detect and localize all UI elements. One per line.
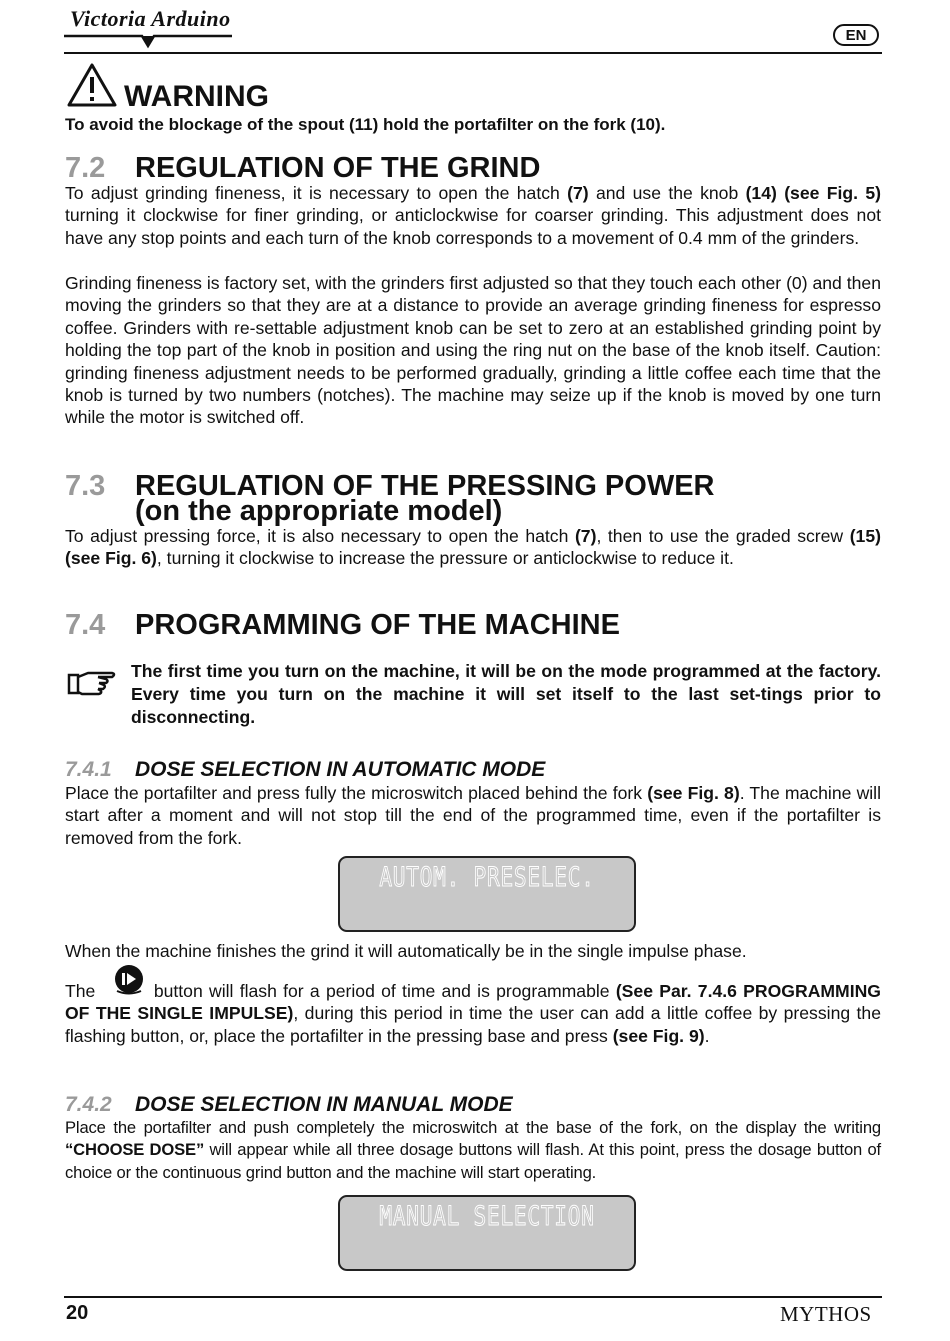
section-7-2-heading bbox=[65, 154, 540, 182]
lcd-display-auto bbox=[338, 856, 636, 932]
section-7-4-2-paragraph bbox=[65, 1117, 881, 1184]
section-number: 7.4 bbox=[65, 609, 106, 641]
warning-text: To avoid the blockage of the spout (11) hold the portafilter on the fork (10). bbox=[65, 115, 666, 134]
text-run: To adjust pressing force, it is also necessary to open the hatch bbox=[65, 526, 575, 546]
text-run: button will flash for a period of time and is programmable bbox=[147, 981, 616, 1001]
pointing-hand-icon bbox=[66, 666, 118, 698]
text-run-bold: (7) bbox=[567, 183, 589, 203]
section-7-4-1-heading bbox=[65, 758, 545, 782]
text-run-bold: (See Par. 7.4.6 PROGRAMMING OF THE SINGLE IMPULSE) bbox=[65, 981, 881, 1024]
text-run: and use the knob bbox=[588, 183, 746, 203]
text-run: Place the portafilter and press fully the microswitch placed behind the fork bbox=[65, 783, 648, 803]
section-number: 7.4.1 bbox=[65, 758, 112, 781]
text-run: turning it clockwise for finer grinding, or anticlockwise for coarser grinding. This adjustment does not have any stop points and each turn of the knob corresponds to a movement of 0.4 mm of the grinders. bbox=[65, 205, 881, 248]
page-number: 20 bbox=[66, 1302, 89, 1324]
text-run: , during this period in time the user can add a little coffee by pressing the flashing button, or, place the portafilter in the pressing base and press bbox=[65, 1003, 881, 1046]
text-run-bold: (see Fig. 8) bbox=[647, 783, 740, 803]
section-7-4-1-paragraph-1 bbox=[65, 782, 881, 849]
text-run: Place the portafilter and push completely the microswitch at the base of the fork, on the display the writing bbox=[65, 1118, 881, 1137]
section-7-3-paragraph bbox=[65, 525, 881, 570]
note-text: The first time you turn on the machine, it will be on the mode programmed at the factory. Every time you turn on the machine it will set itself to the last set-tings prior to disconnecting. bbox=[131, 661, 881, 727]
lcd-display-text: AUTOM. PRESELEC. bbox=[379, 862, 595, 893]
warning-triangle-icon bbox=[66, 62, 118, 108]
text-run: , then to use the graded screw bbox=[596, 526, 850, 546]
brand-name: Victoria Arduino bbox=[70, 6, 231, 31]
text-run: will appear while all three dosage buttons will flash. At this point, press the dosage button of choice or the continuous grind button and the machine will start operating. bbox=[65, 1140, 882, 1182]
logo-swoosh-icon bbox=[62, 30, 234, 54]
text-run-bold: (14) (see Fig. 5) bbox=[745, 183, 881, 203]
section-title: REGULATION OF THE GRIND bbox=[135, 152, 541, 184]
model-name: MYTHOS bbox=[780, 1302, 872, 1326]
lcd-display-text: MANUAL SELECTION bbox=[379, 1201, 595, 1232]
section-title: REGULATION OF THE PRESSING POWER bbox=[135, 470, 715, 502]
section-7-4-1-paragraph-3 bbox=[65, 980, 881, 1047]
language-badge: EN bbox=[833, 24, 879, 46]
section-title: DOSE SELECTION IN AUTOMATIC MODE bbox=[135, 758, 546, 781]
section-7-2-paragraph-2: Grinding fineness is factory set, with the grinders first adjusted so that they touch each other (0) and then moving the grinders so that they are at a distance to provide an average grinding fineness for espresso coffee. Grinders with re-settable adjustment knob can be set to zero at an established grinding point by holding the top part of the knob in position and using the ring nut on the base of the knob itself. Caution: grinding fineness adjustment needs to be performed gradually, grinding a little coffee each time that the knob is turned by two numbers (notches). The machine may seize up if the knob is moved by one turn while the motor is switched off. bbox=[65, 273, 881, 428]
lcd-display-manual bbox=[338, 1195, 636, 1271]
text-run: , turning it clockwise to increase the pressure or anticlockwise to reduce it. bbox=[156, 548, 734, 569]
text-run-bold: (see Fig. 9) bbox=[612, 1025, 705, 1046]
section-7-2-paragraph-1 bbox=[65, 182, 881, 249]
section-7-4-heading bbox=[65, 611, 620, 639]
brand-logo bbox=[62, 6, 234, 54]
text-run-bold: “CHOOSE DOSE” bbox=[65, 1140, 205, 1160]
section-number: 7.4.2 bbox=[65, 1093, 112, 1116]
section-number: 7.2 bbox=[65, 152, 106, 184]
text-run: To adjust grinding fineness, it is necessary to open the hatch bbox=[65, 183, 568, 203]
section-number: 7.3 bbox=[65, 470, 106, 502]
text-run: . bbox=[704, 1025, 710, 1046]
section-7-4-2-heading bbox=[65, 1093, 513, 1117]
footer-divider bbox=[64, 1296, 882, 1298]
header-divider bbox=[64, 52, 882, 54]
warning-title: WARNING bbox=[124, 80, 269, 113]
text-run-bold: (7) bbox=[574, 526, 597, 546]
text-run-bold: (15) (see Fig. 6) bbox=[65, 526, 881, 569]
section-7-4-1-paragraph-2: When the machine finishes the grind it will automatically be in the single impulse phase. bbox=[65, 941, 747, 961]
section-title: DOSE SELECTION IN MANUAL MODE bbox=[135, 1093, 513, 1116]
text-run: The bbox=[65, 981, 102, 1001]
text-run: . The machine will start after a moment and will not stop till the end of the programmed time, even if the portafilter is removed from the fork. bbox=[65, 783, 881, 848]
section-title: PROGRAMMING OF THE MACHINE bbox=[135, 609, 620, 641]
section-7-3-subtitle: (on the appropriate model) bbox=[135, 495, 503, 527]
